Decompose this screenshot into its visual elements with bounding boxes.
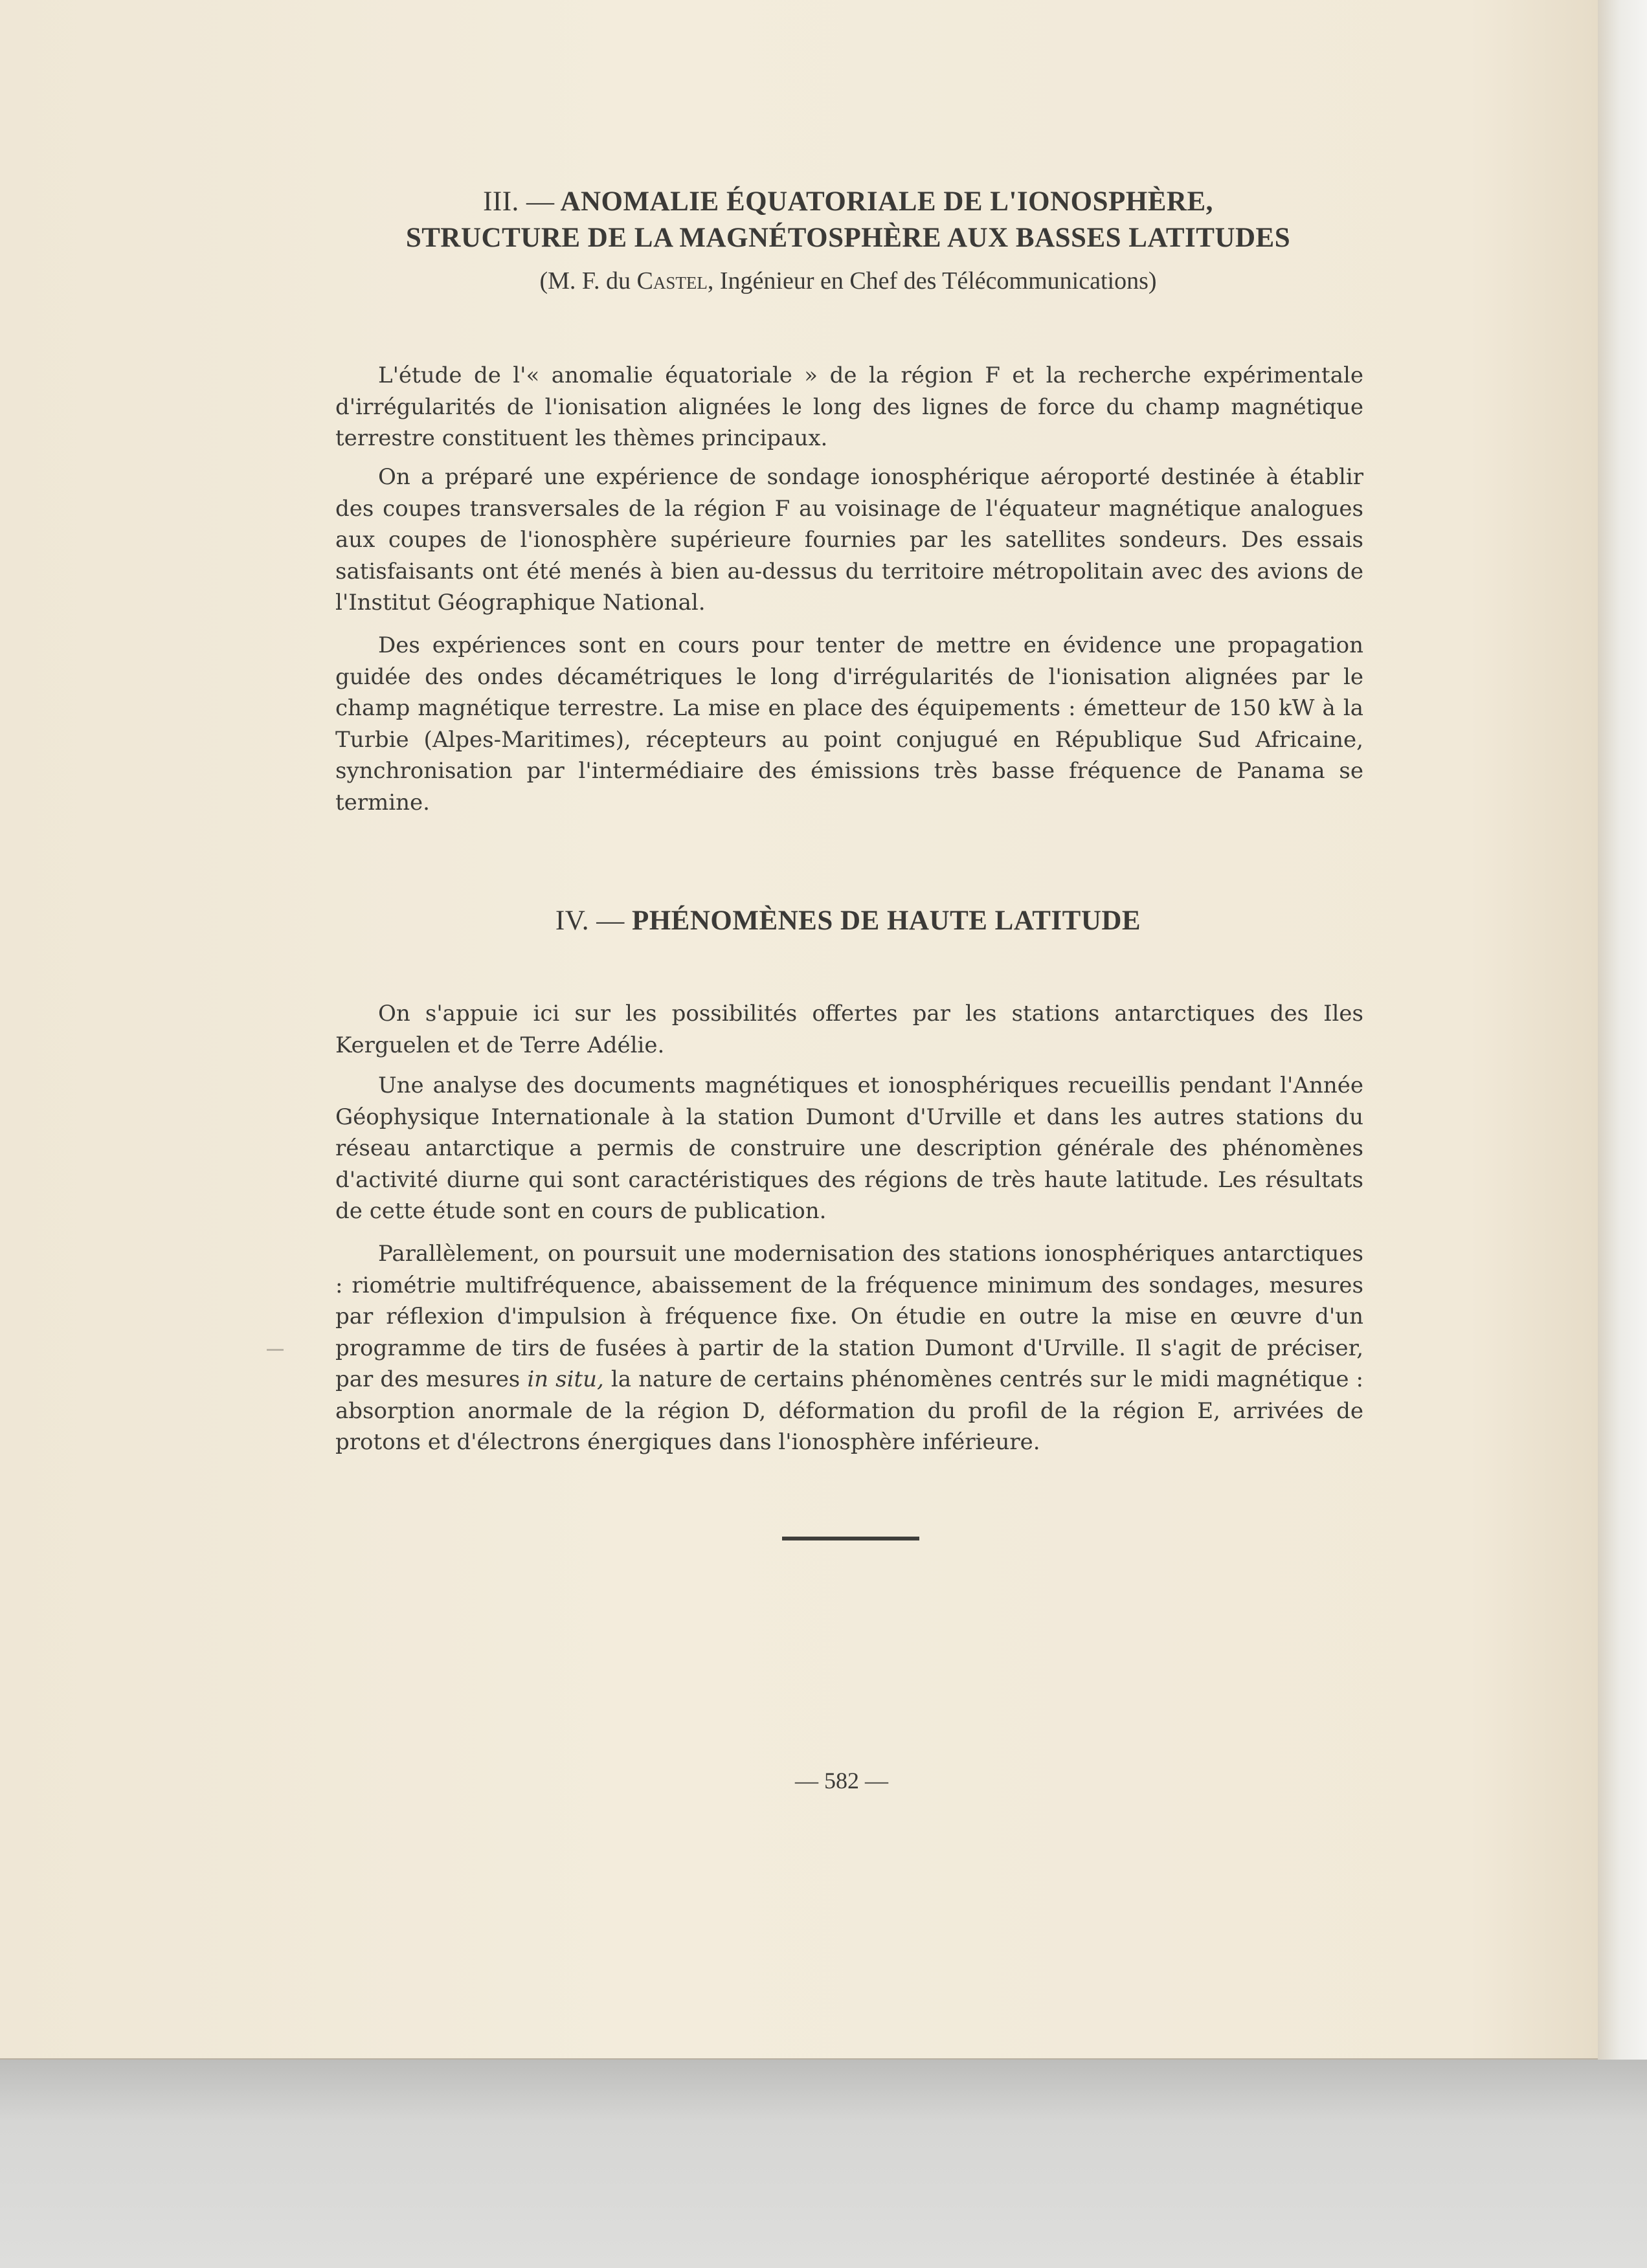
section-4-number: IV. — xyxy=(555,906,625,936)
page-edge xyxy=(1598,0,1647,2065)
italic-in-situ: in situ, xyxy=(527,1366,604,1392)
byline-open: (M. F. du xyxy=(539,267,631,295)
section-4-title xyxy=(337,905,1360,937)
paragraph-text-after-italic: la nature de certains phénomènes centrés sur le midi magnétique : absorption anormale de la région D, déformation du profil de la région E, arrivées de protons et d'électrons énergiques dans l'ionosphère inférieure. xyxy=(335,1366,1364,1455)
section-4-paragraph-2: Une analyse des documents magnétiques et ionosphériques recueillis pendant l'Année Géophysique Internationale à la station Dumont d'Urville et dans les autres stations du réseau antarctique a permis de construire une description générale des phénomènes d'activité diurne qui sont caractéristiques des régions de très haute latitude. Les résultats de cette étude sont en cours de publication. xyxy=(335,1073,1363,1224)
section-3-title-line-2: STRUCTURE DE LA MAGNÉTOSPHÈRE AUX BASSES LATITUDES xyxy=(405,223,1291,253)
byline-rest: , Ingénieur en Chef des Télécommunications) xyxy=(707,267,1157,295)
section-3-paragraph-2: On a préparé une expérience de sondage ionosphérique aéroporté destinée à établir des coupes transversales de la région F au voisinage de l'équateur magnétique analogues aux coupes de l'ionosphère supérieure fournies par les satellites sondeurs. Des essais satisfaisants ont été menés à bien au-dessus du territoire métropolitain avec des avions de l'Institut Géographique National. xyxy=(335,464,1363,616)
section-3-number: III. — xyxy=(483,186,555,217)
byline-author-name: Castel xyxy=(636,267,708,295)
section-3-paragraph-3: Des expériences sont en cours pour tenter de mettre en évidence une propagation guidée des ondes décamétriques le long d'irrégularités de l'ionisation alignées par le champ magnétique terrestre. La mise en place des équipements : émetteur de 150 kW à la Turbie (Alpes-Maritimes), récepteurs au point conjugué en République Sud Africaine, synchronisation par l'intermédiaire des émissions très basse fréquence de Panama se termine. xyxy=(335,632,1363,816)
section-3-byline xyxy=(337,267,1360,295)
section-4-paragraph-1: On s'appuie ici sur les possibilités offertes par les stations antarctiques des Iles Kerguelen et de Terre Adélie. xyxy=(335,1001,1363,1058)
page-number: — 582 — xyxy=(795,1768,888,1794)
section-4-title-text: PHÉNOMÈNES DE HAUTE LATITUDE xyxy=(631,906,1141,936)
end-rule xyxy=(782,1537,919,1540)
section-3-paragraph-1: L'étude de l'« anomalie équatoriale » de la région F et la recherche expérimentale d'irrégularités de l'ionisation alignées le long des lignes de force du champ magnétique terrestre constituent les thèmes principaux. xyxy=(335,362,1363,451)
margin-mark xyxy=(267,1349,284,1351)
section-4-paragraph-3 xyxy=(335,1238,1363,1458)
section-3-title-text: ANOMALIE ÉQUATORIALE DE L'IONOSPHÈRE, xyxy=(560,186,1213,217)
paragraph-text-before-italic: Parallèlement, on poursuit une modernisation des stations ionosphériques antarctiques : riométrie multifréquence, abaissement de la fréquence minimum des sondages, mesures par réflexion d'impulsion à fréquence fixe. On étudie en outre la mise en œuvre d'un programme de tirs de fusées à partir de la station Dumont d'Urville. Il s'agit de préciser, par des mesures xyxy=(335,1241,1363,1392)
section-3-title-line-1 xyxy=(337,186,1360,217)
scanner-background xyxy=(0,2060,1647,2268)
